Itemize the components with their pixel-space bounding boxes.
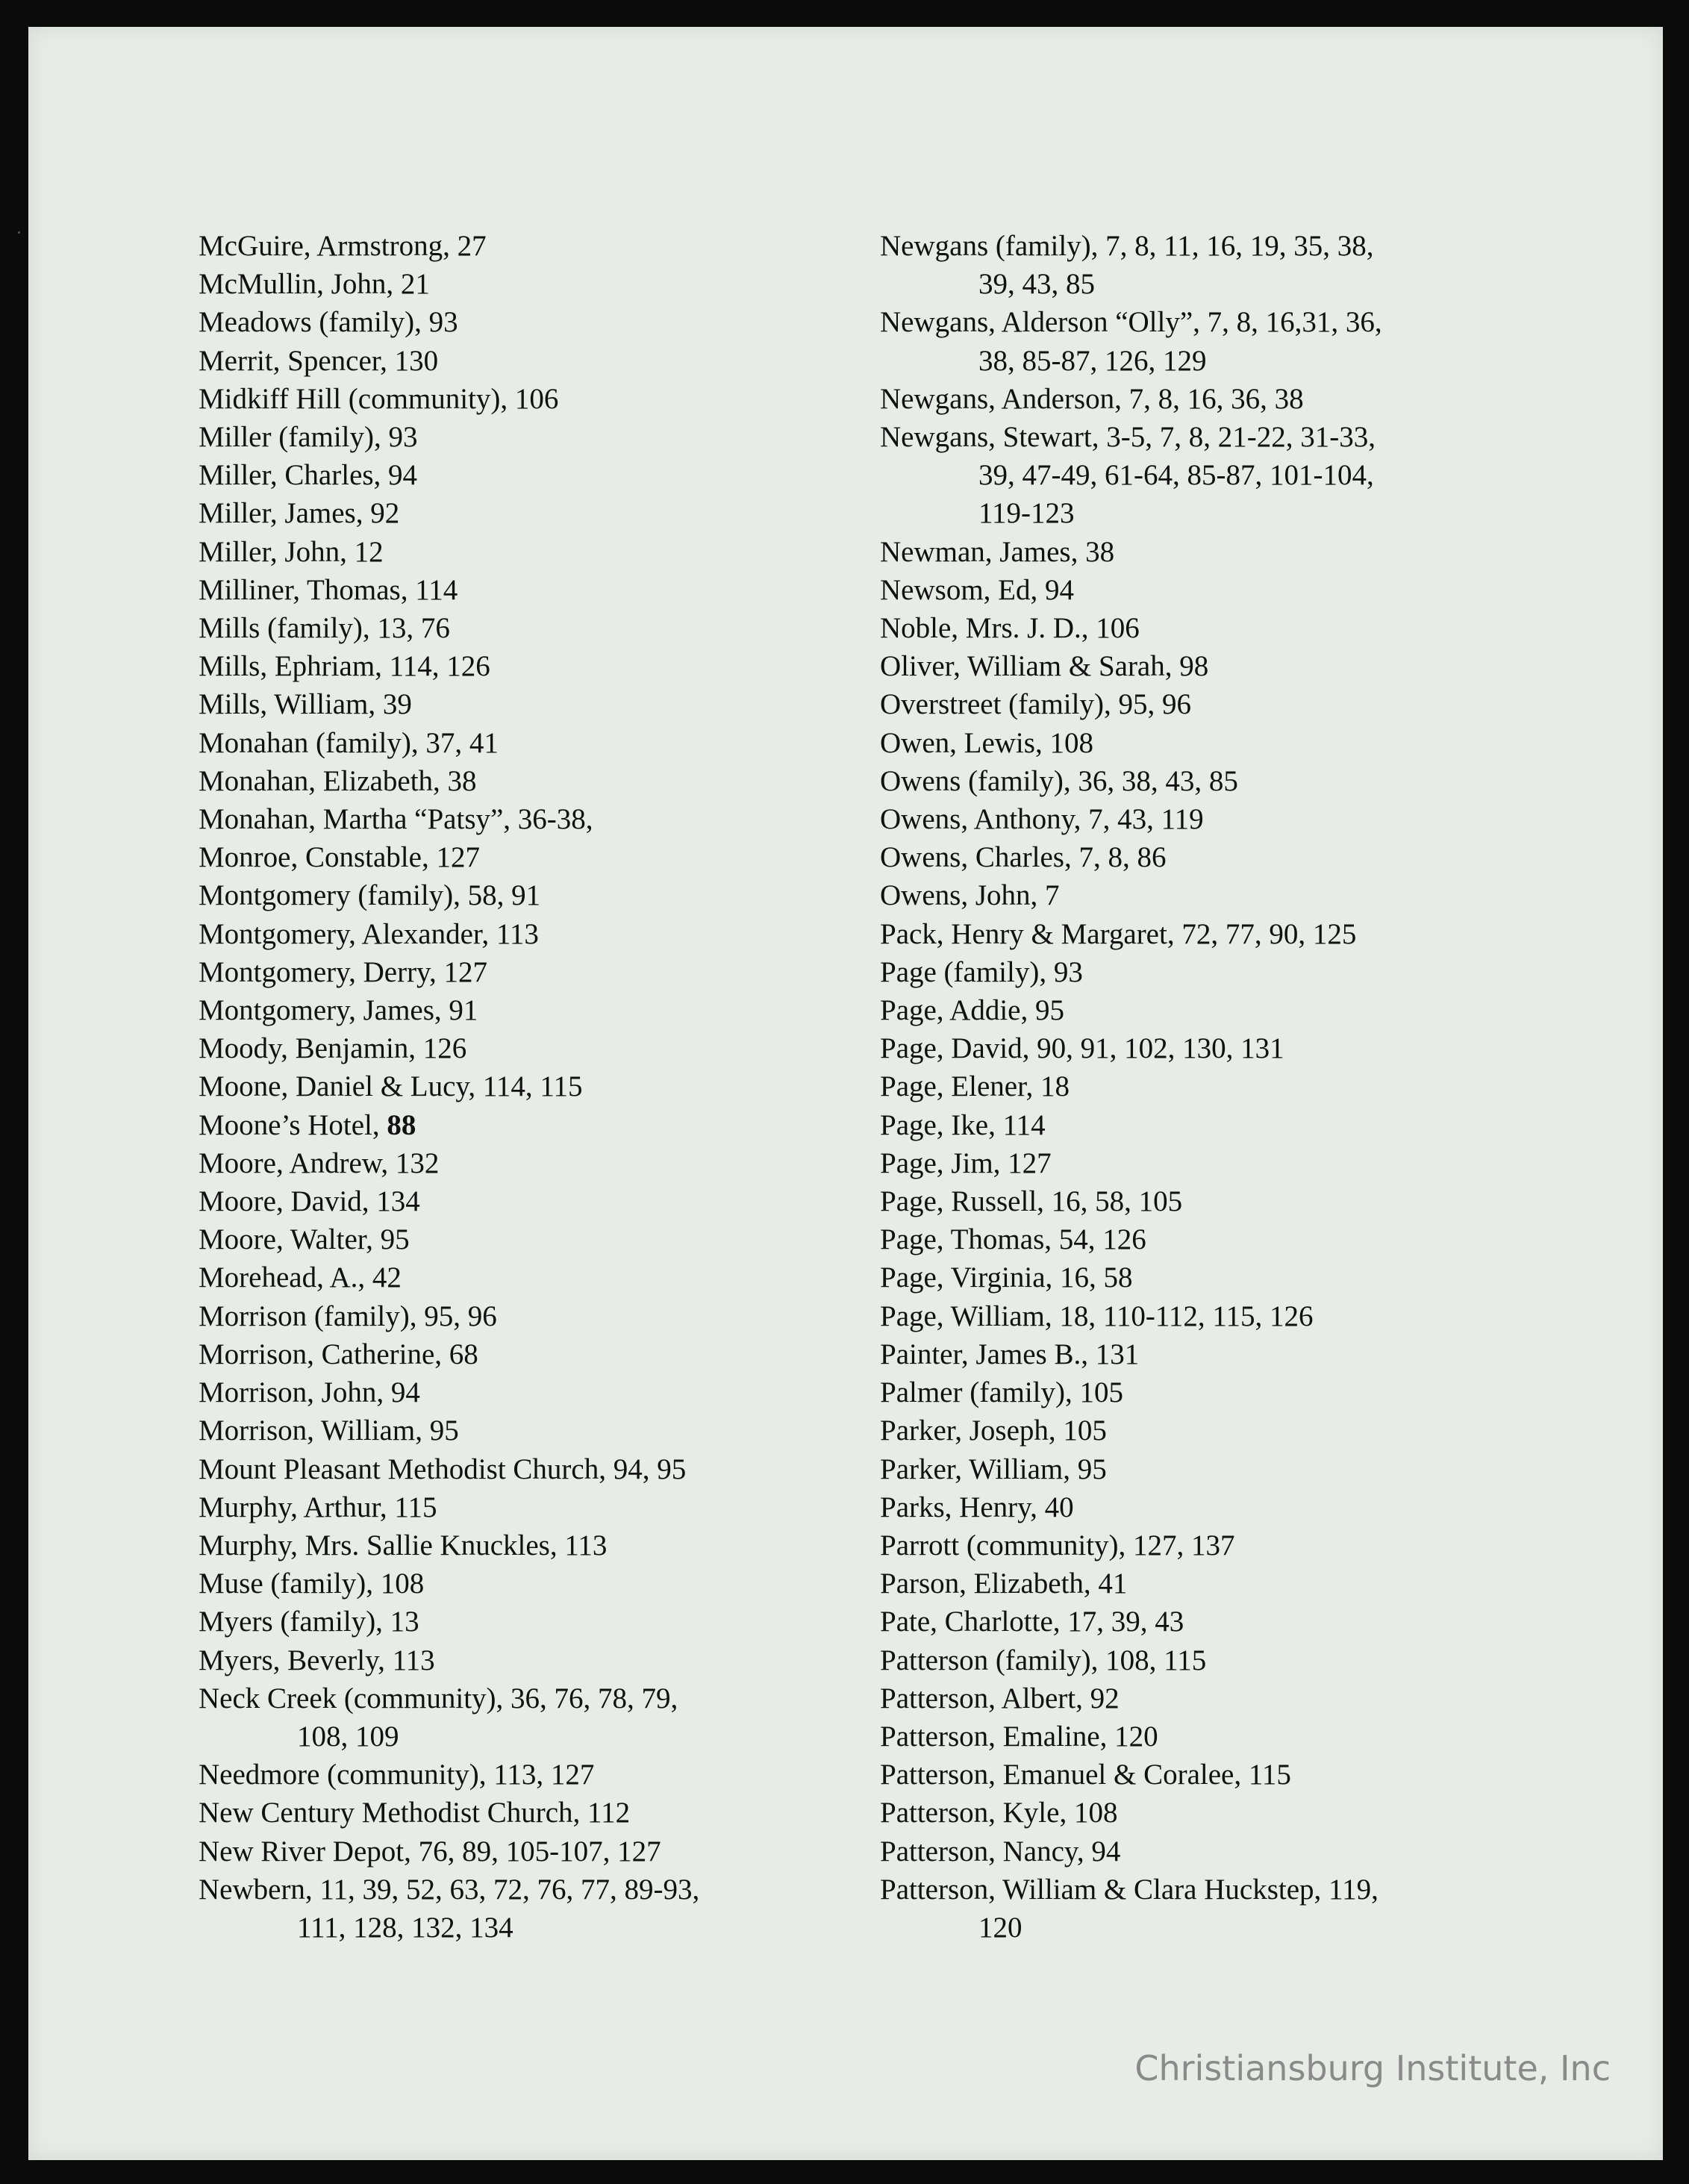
index-entry-text: Montgomery, Derry, 127 <box>199 955 488 988</box>
index-entry-text: Page, Elener, 18 <box>880 1070 1070 1103</box>
index-entry-text: Page, Ike, 114 <box>880 1108 1046 1141</box>
index-entry <box>199 1450 840 1488</box>
index-entry <box>199 1603 840 1641</box>
index-entry <box>880 418 1522 456</box>
index-entry <box>880 1144 1522 1182</box>
index-entry <box>880 1373 1522 1411</box>
index-entry-text: Patterson, Emaline, 120 <box>880 1720 1158 1753</box>
index-entry <box>199 1373 840 1411</box>
index-entry <box>880 380 1522 418</box>
index-entry-text: Page, Thomas, 54, 126 <box>880 1223 1146 1256</box>
index-entry-text: Moone, Daniel & Lucy, 114, 115 <box>199 1070 583 1103</box>
index-entry-text: Patterson, Kyle, 108 <box>880 1797 1118 1829</box>
index-entry <box>880 1258 1522 1297</box>
index-entry <box>199 1564 840 1603</box>
index-entry-text: Morrison, John, 94 <box>199 1376 420 1409</box>
index-entry-continuation: 111, 128, 132, 134 <box>297 1911 513 1944</box>
index-entry <box>199 1832 840 1871</box>
index-entry-text: Newman, James, 38 <box>880 535 1115 568</box>
index-entry-text: New Century Methodist Church, 112 <box>199 1797 631 1829</box>
index-entry-text: Newgans, Stewart, 3-5, 7, 8, 21-22, 31-33, <box>880 421 1376 454</box>
watermark: Christiansburg Institute, Inc <box>1134 2048 1611 2088</box>
index-entry-text: Meadows (family), 93 <box>199 306 458 339</box>
index-entry <box>199 838 840 876</box>
index-entry <box>199 647 840 685</box>
index-entry-text: Parker, William, 95 <box>880 1453 1107 1485</box>
index-entry-text: Parson, Elizabeth, 41 <box>880 1567 1128 1600</box>
index-entry-text: Owen, Lewis, 108 <box>880 726 1093 759</box>
index-entry-text: Morrison (family), 95, 96 <box>199 1300 497 1332</box>
index-entry-text: Oliver, William & Sarah, 98 <box>880 650 1209 683</box>
index-entry <box>199 494 840 532</box>
index-entry <box>199 1641 840 1679</box>
index-entry-text: Parker, Joseph, 105 <box>880 1414 1107 1447</box>
index-entry-text: Page, Addie, 95 <box>880 994 1064 1027</box>
index-entry-text: Painter, James B., 131 <box>880 1338 1140 1370</box>
index-entry-text: Miller, James, 92 <box>199 497 400 530</box>
index-entry <box>880 303 1522 341</box>
index-entry <box>880 1832 1522 1871</box>
index-entry <box>880 1411 1522 1450</box>
index-entry <box>880 1067 1522 1105</box>
index-entry <box>199 953 840 991</box>
index-entry <box>880 609 1522 647</box>
index-entry <box>880 1450 1522 1488</box>
index-entry-text: Mills (family), 13, 76 <box>199 612 450 645</box>
index-entry-text: Owens, Anthony, 7, 43, 119 <box>880 803 1204 836</box>
index-entry-text: McMullin, John, 21 <box>199 268 430 301</box>
index-entry-text: Merrit, Spencer, 130 <box>199 344 439 377</box>
index-entry-text: Owens, Charles, 7, 8, 86 <box>880 841 1167 874</box>
index-entry-text: Moore, Walter, 95 <box>199 1223 410 1256</box>
index-entry-text: Newgans, Anderson, 7, 8, 16, 36, 38 <box>880 382 1304 415</box>
index-entry-text: Page, Virginia, 16, 58 <box>880 1261 1133 1294</box>
index-entry-text: Morrison, Catherine, 68 <box>199 1338 478 1370</box>
index-entry-text: Monahan, Martha “Patsy”, 36-38, <box>199 803 593 836</box>
index-entry <box>880 724 1522 762</box>
index-entry <box>880 1220 1522 1258</box>
index-entry-text: Page, William, 18, 110-112, 115, 126 <box>880 1300 1314 1332</box>
index-entry <box>199 227 840 265</box>
index-entry-continuation: 39, 47-49, 61-64, 85-87, 101-104, <box>978 459 1374 492</box>
index-entry-text: Newsom, Ed, 94 <box>880 573 1074 606</box>
index-entry <box>199 1106 840 1144</box>
index-entry-text: Montgomery (family), 58, 91 <box>199 879 541 912</box>
index-entry-text: Palmer (family), 105 <box>880 1376 1123 1409</box>
index-entry-text: Myers, Beverly, 113 <box>199 1644 435 1676</box>
index-entry <box>880 1029 1522 1067</box>
index-entry-bold-page: 88 <box>387 1108 416 1141</box>
index-entry-text: Montgomery, Alexander, 113 <box>199 917 539 950</box>
index-entry-text: Owens (family), 36, 38, 43, 85 <box>880 764 1238 797</box>
index-entry-text: Noble, Mrs. J. D., 106 <box>880 612 1140 645</box>
index-entry-text: Mount Pleasant Methodist Church, 94, 95 <box>199 1453 687 1485</box>
index-entry <box>199 1679 840 1717</box>
index-entry <box>199 800 840 838</box>
index-entry <box>199 1144 840 1182</box>
index-entry <box>880 1526 1522 1564</box>
index-entry <box>199 1411 840 1450</box>
index-entry <box>880 1679 1522 1717</box>
index-entry <box>199 1756 840 1794</box>
index-entry <box>880 876 1522 914</box>
index-entry-text: McGuire, Armstrong, 27 <box>199 230 487 262</box>
index-entry <box>199 1220 840 1258</box>
index-entry <box>880 1717 1522 1756</box>
index-entry-text: Page (family), 93 <box>880 955 1083 988</box>
index-entry <box>880 533 1522 571</box>
index-entry <box>199 1871 840 1909</box>
index-entry <box>199 762 840 800</box>
index-entry <box>199 1526 840 1564</box>
index-entry-text: Morehead, A., 42 <box>199 1261 402 1294</box>
index-entry <box>880 1564 1522 1603</box>
index-entry-text: New River Depot, 76, 89, 105-107, 127 <box>199 1835 661 1868</box>
index-entry <box>880 1603 1522 1641</box>
index-entry <box>880 571 1522 609</box>
index-entry <box>199 685 840 723</box>
index-entry-continuation: 39, 43, 85 <box>978 268 1095 301</box>
index-column-left <box>199 227 840 1947</box>
index-entry <box>880 838 1522 876</box>
index-entry-text: Myers (family), 13 <box>199 1606 419 1638</box>
index-entry <box>199 571 840 609</box>
index-entry-text: Moody, Benjamin, 126 <box>199 1032 467 1065</box>
index-entry-text: Morrison, William, 95 <box>199 1414 459 1447</box>
index-entry-text: Montgomery, James, 91 <box>199 994 478 1027</box>
index-column-right <box>880 227 1522 1947</box>
index-entry <box>199 876 840 914</box>
index-entry-text: Monahan (family), 37, 41 <box>199 726 499 759</box>
index-entry <box>199 1182 840 1220</box>
index-entry <box>880 647 1522 685</box>
index-entry-text: Owens, John, 7 <box>880 879 1060 912</box>
index-entry-text: Miller, John, 12 <box>199 535 384 568</box>
index-entry-text: Newgans, Alderson “Olly”, 7, 8, 16,31, 36, <box>880 306 1382 339</box>
index-entry <box>199 915 840 953</box>
index-page <box>28 27 1663 2160</box>
index-entry <box>199 724 840 762</box>
index-entry <box>199 1258 840 1297</box>
index-entry <box>880 1871 1522 1909</box>
index-entry <box>880 1106 1522 1144</box>
index-entry-text: Page, David, 90, 91, 102, 130, 131 <box>880 1032 1284 1065</box>
index-entry-text: Moore, David, 134 <box>199 1185 420 1218</box>
index-entry <box>880 800 1522 838</box>
index-entry-text: Murphy, Arthur, 115 <box>199 1491 437 1523</box>
index-entry <box>199 533 840 571</box>
index-entry <box>199 342 840 380</box>
index-entry-text: Patterson, Emanuel & Coralee, 115 <box>880 1759 1291 1791</box>
index-entry-text: Miller, Charles, 94 <box>199 459 418 492</box>
index-entry-text: Patterson, Nancy, 94 <box>880 1835 1121 1868</box>
index-entry <box>880 1297 1522 1335</box>
index-entry-text: Pack, Henry & Margaret, 72, 77, 90, 125 <box>880 917 1357 950</box>
index-entry-text: Patterson, Albert, 92 <box>880 1682 1120 1715</box>
index-entry <box>880 762 1522 800</box>
index-entry-text: Page, Russell, 16, 58, 105 <box>880 1185 1183 1218</box>
index-entry-continuation: 120 <box>978 1911 1023 1944</box>
index-entry <box>199 991 840 1029</box>
index-entry <box>199 1488 840 1526</box>
index-entry-text: Murphy, Mrs. Sallie Knuckles, 113 <box>199 1529 608 1561</box>
index-entry <box>880 1335 1522 1373</box>
index-entry <box>880 1794 1522 1832</box>
index-entry <box>880 991 1522 1029</box>
index-entry <box>199 1297 840 1335</box>
index-entry <box>880 1488 1522 1526</box>
index-entry-text: Overstreet (family), 95, 96 <box>880 688 1191 721</box>
index-entry-text: Muse (family), 108 <box>199 1567 425 1600</box>
index-entry <box>880 1182 1522 1220</box>
index-entry <box>880 1756 1522 1794</box>
index-entry <box>880 685 1522 723</box>
index-entry <box>880 1641 1522 1679</box>
index-entry <box>880 953 1522 991</box>
index-entry-text: Pate, Charlotte, 17, 39, 43 <box>880 1606 1184 1638</box>
index-entry-text: Page, Jim, 127 <box>880 1146 1052 1179</box>
index-entry <box>199 456 840 494</box>
index-entry-text: Needmore (community), 113, 127 <box>199 1759 595 1791</box>
index-entry <box>199 418 840 456</box>
index-entry-text: Midkiff Hill (community), 106 <box>199 382 559 415</box>
index-entry-text: Patterson (family), 108, 115 <box>880 1644 1207 1676</box>
index-entry-text: Monroe, Constable, 127 <box>199 841 480 874</box>
index-entry <box>199 1335 840 1373</box>
index-entry-text: Newgans (family), 7, 8, 11, 16, 19, 35, 38, <box>880 230 1374 262</box>
index-entry <box>199 303 840 341</box>
index-entry-continuation: 119-123 <box>978 497 1075 530</box>
index-entry <box>199 380 840 418</box>
index-entry <box>199 1029 840 1067</box>
dust-speck <box>18 231 20 234</box>
index-entry-text: Moore, Andrew, 132 <box>199 1146 440 1179</box>
index-entry <box>199 1067 840 1105</box>
index-entry <box>880 915 1522 953</box>
index-entry-text: Monahan, Elizabeth, 38 <box>199 764 477 797</box>
index-entry-text: Neck Creek (community), 36, 76, 78, 79, <box>199 1682 678 1715</box>
index-entry <box>880 227 1522 265</box>
index-entry-continuation: 38, 85-87, 126, 129 <box>978 344 1207 377</box>
index-entry-text: Parrott (community), 127, 137 <box>880 1529 1235 1561</box>
index-entry-text: Parks, Henry, 40 <box>880 1491 1074 1523</box>
index-entry-text: Mills, William, 39 <box>199 688 412 721</box>
index-entry-continuation: 108, 109 <box>297 1720 399 1753</box>
index-entry-text: Moone’s Hotel, <box>199 1108 387 1141</box>
index-entry-text: Milliner, Thomas, 114 <box>199 573 458 606</box>
index-entry-text: Mills, Ephriam, 114, 126 <box>199 650 490 683</box>
index-entry-text: Newbern, 11, 39, 52, 63, 72, 76, 77, 89-93, <box>199 1873 700 1906</box>
index-entry-text: Miller (family), 93 <box>199 421 418 454</box>
index-entry <box>199 265 840 303</box>
index-entry-text: Patterson, William & Clara Huckstep, 119, <box>880 1873 1379 1906</box>
index-entry <box>199 1794 840 1832</box>
index-entry <box>199 609 840 647</box>
